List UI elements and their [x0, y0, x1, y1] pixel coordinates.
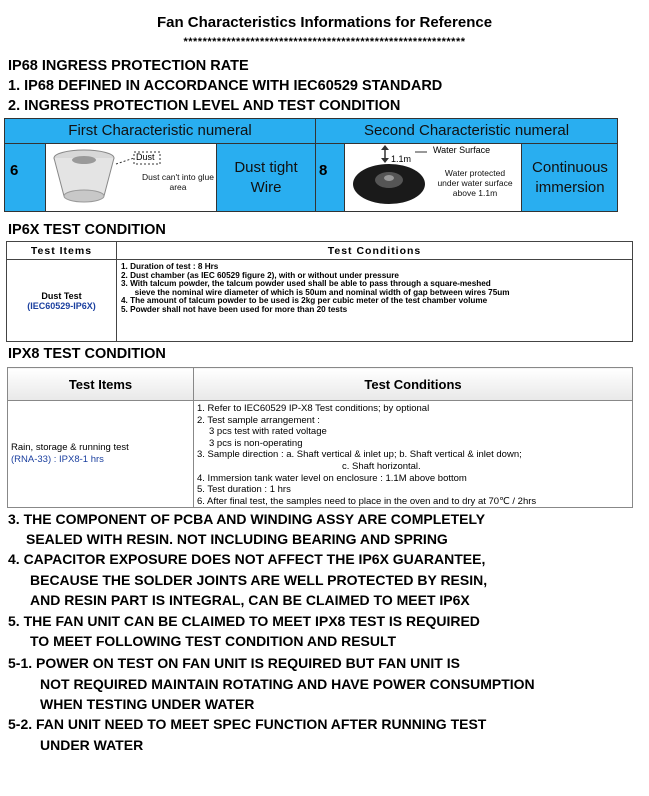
- note-3-cont: SEALED WITH RESIN. NOT INCLUDING BEARING AND SPRING: [26, 531, 448, 547]
- ipx8-condition: 4. Immersion tank water level on enclosure : 1.1M above bottom: [197, 472, 467, 484]
- ipx8-col-conditions: Test Conditions: [194, 368, 633, 401]
- ip6x-condition: 1. Duration of test : 8 Hrs: [121, 262, 219, 271]
- ipx8-condition: 6. After final test, the samples need to place in the oven and to dry at 70℃ / 2hrs: [197, 495, 537, 507]
- item-2: 2. INGRESS PROTECTION LEVEL AND TEST CONDITION: [8, 98, 401, 114]
- page-title: Fan Characteristics Informations for Reference: [156, 14, 493, 31]
- ip68-heading: IP68 INGRESS PROTECTION RATE: [8, 58, 249, 74]
- dust-rating-cell: [217, 144, 316, 211]
- second-digit-cell: [316, 144, 345, 211]
- dust-image-cell: [46, 144, 217, 211]
- ip6x-condition: 5. Powder shall not have been used for more than 20 tests: [121, 304, 348, 314]
- note-5-1-cont: NOT REQUIRED MAINTAIN ROTATING AND HAVE POWER CONSUMPTION: [40, 676, 535, 692]
- note-5-cont: TO MEET FOLLOWING TEST CONDITION AND RESULT: [30, 633, 397, 649]
- ip6x-condition: sieve the nominal wire diameter of which is 50um and nominal width of gap between wires 75um: [121, 287, 510, 297]
- ip6x-conditions-cell: [117, 260, 633, 342]
- water-image-cell: [345, 144, 522, 211]
- ipx8-condition: c. Shaft horizontal.: [342, 460, 421, 472]
- dust-rating: Dust tight Wire: [234, 159, 298, 196]
- dust-label: Dust: [136, 152, 155, 162]
- ip6x-col-items: Test Items: [7, 242, 117, 260]
- ipx8-condition: 5. Test duration : 1 hrs: [197, 484, 291, 496]
- ip6x-condition: 4. The amount of talcum powder to be used is 2kg per cubic meter of the test chamber volume: [121, 296, 488, 306]
- item-1: 1. IP68 DEFINED IN ACCORDANCE WITH IEC60529 STANDARD: [8, 78, 443, 94]
- ipx8-condition: 3. Sample direction : a. Shaft vertical & inlet up; b. Shaft vertical & inlet down;: [197, 449, 522, 461]
- note-5-1: 5-1. POWER ON TEST ON FAN UNIT IS REQUIRED BUT FAN UNIT IS: [8, 655, 460, 671]
- first-digit-cell: [5, 144, 46, 211]
- note-5-2-cont: UNDER WATER: [40, 737, 144, 753]
- second-digit: 8: [319, 162, 328, 179]
- second-numeral-header: Second Characteristic numeral: [316, 119, 617, 144]
- first-digit: 6: [10, 162, 19, 179]
- note-5-2: 5-2. FAN UNIT NEED TO MEET SPEC FUNCTION AFTER RUNNING TEST: [8, 716, 487, 732]
- ipx8-item-cell: [8, 401, 194, 508]
- ip6x-condition: 2. Dust chamber (as IEC 60529 figure 2), with or without under pressure: [121, 270, 399, 280]
- ipx8-condition: 3 pcs test with rated voltage: [209, 426, 327, 438]
- ip6x-table: [6, 241, 633, 342]
- ip6x-col-conditions: Test Conditions: [117, 242, 633, 260]
- ipx8-heading: IPX8 TEST CONDITION: [8, 346, 166, 362]
- note-4: 4. CAPACITOR EXPOSURE DOES NOT AFFECT THE IP6X GUARANTEE,: [8, 551, 486, 567]
- first-numeral-header: First Characteristic numeral: [5, 119, 316, 144]
- ip68-rating-table: [4, 118, 618, 212]
- note-4-cont: AND RESIN PART IS INTEGRAL, CAN BE CLAIMED TO MEET IP6X: [30, 592, 470, 608]
- note-3: 3. THE COMPONENT OF PCBA AND WINDING ASSY ARE COMPLETELY: [8, 511, 486, 527]
- ipx8-table: [7, 367, 633, 508]
- ip6x-heading: IP6X TEST CONDITION: [8, 222, 166, 238]
- dust-test-name: Dust Test: [41, 290, 82, 301]
- water-rating: Continuous immersion: [532, 159, 608, 196]
- ipx8-condition: 3 pcs is non-operating: [209, 437, 303, 449]
- water-surface-label: Water Surface: [433, 145, 491, 155]
- ipx8-conditions-cell: [194, 401, 633, 508]
- water-rating-cell: [522, 144, 617, 211]
- note-4-cont: BECAUSE THE SOLDER JOINTS ARE WELL PROTECTED BY RESIN,: [30, 572, 488, 588]
- note-5: 5. THE FAN UNIT CAN BE CLAIMED TO MEET IPX8 TEST IS REQUIRED: [8, 613, 480, 629]
- ipx8-condition: 2. Test sample arrangement :: [197, 414, 320, 426]
- dust-caption: Dust can't into glue area: [141, 172, 215, 192]
- note-5-1-cont: WHEN TESTING UNDER WATER: [40, 696, 255, 712]
- ipx8-item-name: Rain, storage & running test: [11, 442, 129, 454]
- depth-label: 1.1m: [391, 154, 412, 164]
- ipx8-condition: 1. Refer to IEC60529 IP-X8 Test conditions; by optional: [197, 403, 430, 414]
- water-caption: Water protected under water surface above 1.1m: [437, 168, 513, 198]
- title-divider: ***********************************************************: [183, 36, 466, 48]
- ipx8-item-code: (RNA-33) : IPX8-1 hrs: [11, 454, 104, 466]
- ip6x-item-cell: [7, 260, 117, 342]
- ipx8-col-items: Test Items: [8, 368, 194, 401]
- ip6x-condition: 3. With talcum powder, the talcum powder used shall be able to pass through a square-meshed: [121, 279, 491, 289]
- dust-test-standard: (IEC60529-IP6X): [27, 300, 96, 311]
